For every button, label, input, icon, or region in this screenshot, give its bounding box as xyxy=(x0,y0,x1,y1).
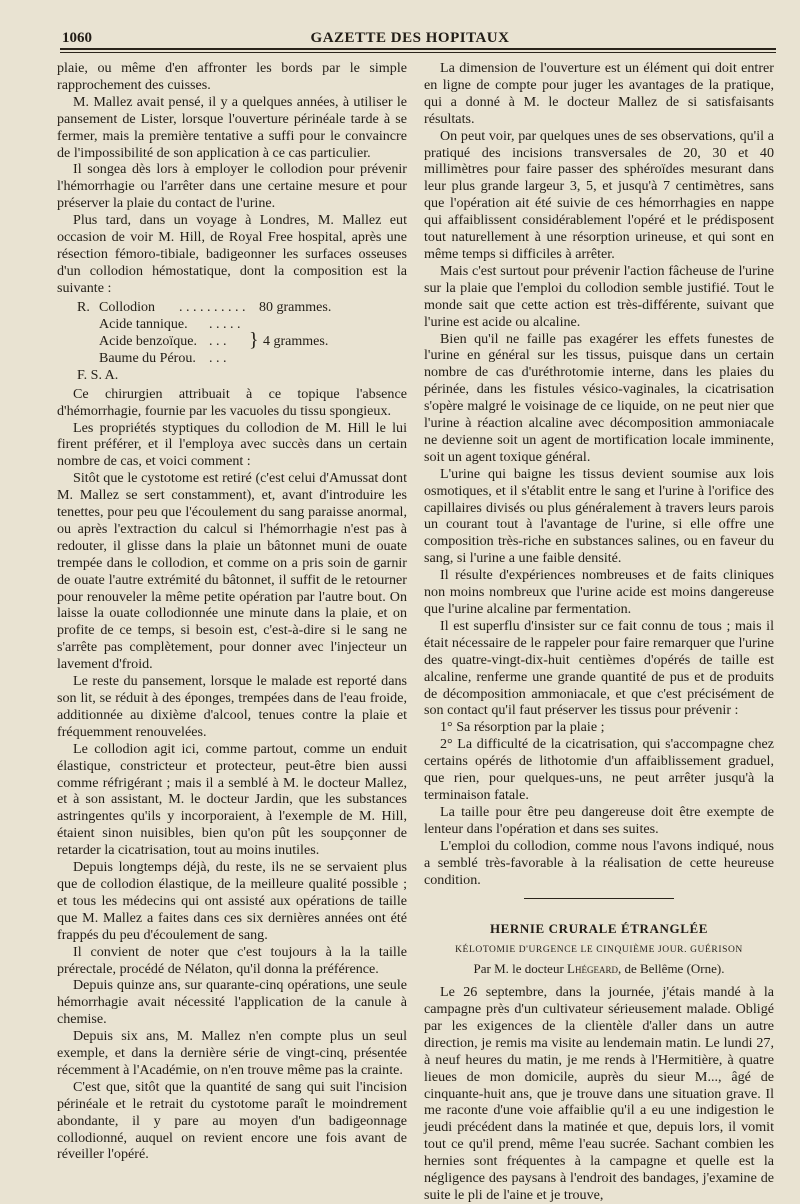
paragraph: La taille pour être peu dangereuse doit être exempte de lenteur dans l'opération et dans ses suites. xyxy=(424,803,774,837)
formula-quantity: 4 grammes. xyxy=(263,333,329,349)
formula-instruction: F. S. A. xyxy=(77,367,119,383)
paragraph: La dimension de l'ouverture est un élément qui doit entrer en ligne de compte pour juger les avantages de la pratique, qui a donné à M. le docteur Mallez de si satisfaisants résultats. xyxy=(424,60,774,127)
paragraph: Le collodion agit ici, comme partout, comme un enduit élastique, constricteur et protecteur, peut-être bien aussi comme réfrigérant ; mais il a semblé à M. le docteur Mallez, et à son assistant, M. le docteur Jardin, que les substances astringentes qu'ils y incorporaient, à l'exemple de M. Hill, étaient sinon nuisibles, bien qu'on pût les soupçonner de retarder la cicatrisation, tout au moins inutiles. xyxy=(57,740,407,859)
paragraph: M. Mallez avait pensé, il y a quelques années, à utiliser le pansement de Lister, lorsque l'ouverture périnéale tarde à se fermer, mais la première tentative a suffi pour le convaincre de l'impossibilité de son application à ce cas particulier. xyxy=(57,93,407,161)
formula-ingredient: Baume du Pérou. xyxy=(99,350,196,366)
collodion-formula xyxy=(77,299,407,384)
paragraph: Le reste du pansement, lorsque le malade est reporté dans son lit, se réduit à des éponges, trempées dans de l'eau froide, additionnée au dixième d'alcool, tenues contre la plaie et fréquemment renouvelées. xyxy=(57,673,407,740)
formula-dots: . . . . . . . . . . xyxy=(179,299,246,315)
paragraph: L'urine qui baigne les tissus devient soumise aux lois osmotiques, et il s'établit entre le sang et l'urine à l'orifice des capillaires divisés ou plus généralement à travers leurs parois un courant tout à l'avantage de l'urine, si elle offre une composition très-riche en substances salines, ou en faveur du sang, si l'urine a une faible densité. xyxy=(424,465,774,567)
paragraph: Mais c'est surtout pour prévenir l'action fâcheuse de l'urine sur la plaie que l'emploi du collodion semble justifié. Tout le monde sait que cette action est très-différente, suivant que l'urine est acide ou alcaline. xyxy=(424,262,774,330)
paragraph: Plus tard, dans un voyage à Londres, M. Mallez eut occasion de voir M. Hill, de Royal Free hospital, après une résection fémoro-tibiale, badigeonner les surfaces osseuses d'un collodion hémostatique, dont la composition est la suivante : xyxy=(57,212,407,296)
paragraph: Il est superflu d'insister sur ce fait connu de tous ; mais il était nécessaire de le rappeler pour faire remarquer que l'urine des quatre-vingt-dix-huit centièmes d'opérés de taille est alcaline, renferme une grande quantité de pus et de produits de décomposition ammoniacale, et que c'est précisément de son contact qu'il faut préserver les tissus pour prévenir : xyxy=(424,617,774,719)
paragraph: Le 26 septembre, dans la journée, j'étais mandé à la campagne près d'un cultivateur sérieusement malade. Obligé par les exigences de la clientèle d'aller dans un autre direction, je remis ma visite au lendemain matin. Le lundi 27, à neuf heures du matin, je me rends à l'Hermitière, à quatre lieues de mon domicile, auprès du sieur M..., âgé de cinquante-huit ans, que je trouve dans une situation grave. Il me raconte d'une voie affaiblie qu'il a eu une indigestion le jeudi précédent dans la matinée et que, depuis lors, il vomit tout ce qu'il prend, même l'eau sucrée. Sachant combien les hernies sont fréquentes à la campagne et quelle est la négligence des paysans à l'endroit des bandages, j'examine de suite le pli de l'aine et je trouve, xyxy=(424,984,774,1203)
brace-icon: } xyxy=(249,328,259,351)
author-suffix: , de Bellême (Orne). xyxy=(617,961,725,977)
paragraph: Il songea dès lors à employer le collodion pour prévenir l'hémorrhagie ou l'arrêter dans une certaine mesure et pour préserver la plaie du contact de l'urine. xyxy=(57,161,407,212)
right-column xyxy=(424,60,774,1203)
formula-row xyxy=(77,316,407,333)
header-rule-thin xyxy=(60,52,776,53)
author-name: Lhégeard xyxy=(567,961,618,977)
paragraph: On peut voir, par quelques unes de ses observations, qu'il a pratiqué des incisions transversales de 20, 30 et 40 millimètres pour faire passer des sphéroïdes mesurant dans leur plus grande largeur 3, 5, et jusqu'à 7 centimètres, sans que l'opération ait été suivie de ces hémorrhagies en nappe qui affaiblissent considérablement l'opéré et le prédisposent tout naturellement à une résorption urineuse, et qui sont en même temps si difficiles à arrêter. xyxy=(424,127,774,262)
paragraph: Depuis quinze ans, sur quarante-cinq opérations, une seule hémorrhagie avait nécessité l'application de la canule à chemise. xyxy=(57,977,407,1028)
author-prefix: Par M. le docteur xyxy=(473,961,568,977)
paragraph: Bien qu'il ne faille pas exagérer les effets funestes de l'urine en général sur les tissus, puisque dans un certain nombre de cas d'uréthrotomie interne, dans les plaies du périnée, dans les fistules vésico-vaginales, la cicatrisation s'opère malgré le voisinage de ce liquide, on ne peut nier que l'urine à réaction alcaline avec décomposition ammoniacale ne devienne soit un agent de mortification locale imminente, soit un agent toxique général. xyxy=(424,330,774,465)
paragraph: C'est que, sitôt que la quantité de sang qui suit l'incision périnéale et le retrait du cystotome paraît le moindrement abondante, il y pare au moyen d'un badigeonnage collodionné, auquel on revient encore une fois avant de réveiller l'opéré. xyxy=(57,1078,407,1163)
formula-row xyxy=(77,299,407,316)
formula-row xyxy=(77,350,407,367)
paragraph: Sitôt que le cystotome est retiré (c'est celui d'Amussat dont M. Mallez se sert constamment), et, avant d'introduire les tenettes, pour peu que l'écoulement du sang paraisse anormal, ou après l'extraction du calcul si l'hémorrhagie n'est pas à redouter, il glisse dans la plaie un bâtonnet muni de ouate trempée dans le collodion, et comme on a pris soin de garnir de ouate l'autre extrémité du bâtonnet, il suffit de le retourner pour renouveler la même petite opération par l'autre bout. On laisse la ouate collodionnée une minute dans la plaie, et on profite de ce temps, si besoin est, c'est-à-dire si le sang ne s'arrête pas complètement, pour donner avec l'injecteur un lavement d'froid. xyxy=(57,470,407,673)
paragraph: Depuis six ans, M. Mallez n'en compte plus un seul exemple, et dans la dernière série de vingt-cinq, présentée récemment à l'Académie, on n'en trouve même pas la crainte. xyxy=(57,1028,407,1078)
page-number: 1060 xyxy=(62,30,92,46)
formula-ingredient: Acide benzoïque. xyxy=(99,333,197,349)
header-rule xyxy=(60,48,776,50)
formula-ingredient: Collodion xyxy=(99,299,156,315)
paragraph: L'emploi du collodion, comme nous l'avons indiqué, nous a semblé très-favorable à la réalisation de cette heureuse condition. xyxy=(424,837,774,888)
paragraph: Depuis longtemps déjà, du reste, ils ne se servaient plus que de collodion élastique, de la meilleure qualité possible ; et tous les médecins qui ont assisté aux opérations de taille que M. Mallez a faites dans ces six dernières années ont été frappés du peu d'écoulement de sang. xyxy=(57,859,407,943)
paragraph: 2° La difficulté de la cicatrisation, qui s'accompagne chez certains opérés de lithotomie d'un affaiblissement graduel, que rien, pour quelques-uns, ne peut arrêter jusqu'à la terminaison fatale. xyxy=(424,736,774,803)
running-title: GAZETTE DES HOPITAUX xyxy=(310,30,510,46)
formula-recipe-sign: R. xyxy=(77,299,90,315)
paragraph: Il convient de noter que c'est toujours à la la taille prérectale, procédé de Nélaton, qu'il donna la préférence. xyxy=(57,943,407,977)
section-separator xyxy=(524,898,674,899)
page-header xyxy=(40,26,780,50)
paragraph: Il résulte d'expériences nombreuses et de faits cliniques non moins nombreux que l'urine acide est moins dangereuse que l'urine alcaline par fermentation. xyxy=(424,567,774,617)
formula-row xyxy=(77,328,407,351)
left-column xyxy=(57,60,407,1163)
formula-dots: . . . xyxy=(209,333,227,349)
section-author xyxy=(424,961,774,978)
paragraph: Ce chirurgien attribuait à ce topique l'absence d'hémorrhagie, fournie par les vacuoles du tissu spongieux. xyxy=(57,385,407,419)
paragraph: plaie, ou même d'en affronter les bords par le simple rapprochement des cuisses. xyxy=(57,60,407,93)
formula-dots: . . . . . xyxy=(209,316,241,332)
section-title: HERNIE CRURALE ÉTRANGLÉE xyxy=(489,921,709,937)
formula-row xyxy=(77,367,407,384)
section-subtitle: KÉLOTOMIE D'URGENCE LE CINQUIÈME JOUR. GUÉRISON xyxy=(455,945,743,956)
formula-quantity: 80 grammes. xyxy=(259,299,332,315)
formula-dots: . . . xyxy=(209,350,227,366)
formula-ingredient: Acide tannique. xyxy=(99,316,188,332)
paragraph: Les propriétés styptiques du collodion de M. Hill le lui firent préférer, et il l'employa avec succès dans un certain nombre de cas, et voici comment : xyxy=(57,419,407,470)
paragraph: 1° Sa résorption par la plaie ; xyxy=(440,719,605,736)
